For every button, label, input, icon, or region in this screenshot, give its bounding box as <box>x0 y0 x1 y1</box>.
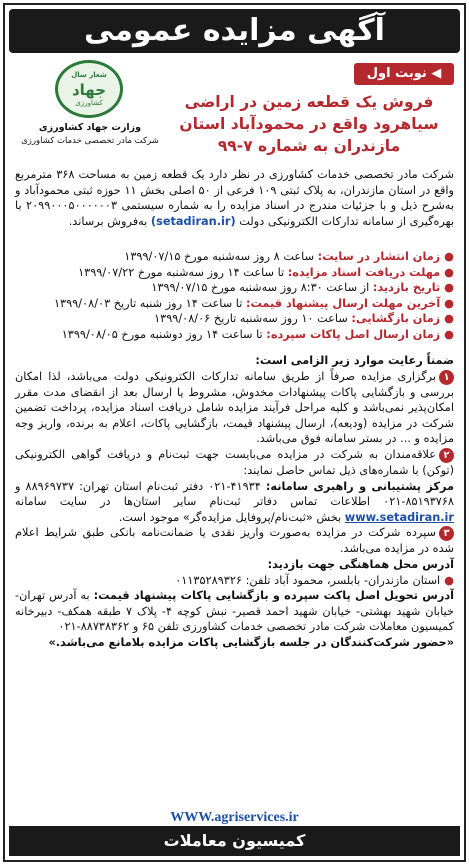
jihad-logo-icon <box>55 60 123 118</box>
schedule-item: ● زمان انتشار در سایت: ساعت ۸ روز سه‌شنبه مورخ ۱۳۹۹/۰۷/۱۵ <box>124 250 454 263</box>
agriservices-link[interactable]: WWW.agriservices.ir <box>170 810 299 825</box>
auction-notice <box>3 3 466 862</box>
intro-paragraph <box>15 167 454 229</box>
logo-name: جهاد <box>71 81 107 99</box>
footer-website <box>5 806 464 826</box>
logo-sub-text: کشاورزی <box>75 99 103 107</box>
closing-note: «حضور شرکت‌کنندگان در جلسه بازگشایی پاکات مزایده بلامانع می‌باشد.» <box>48 635 454 649</box>
schedule-item: ● آخرین مهلت ارسال پیشنهاد قیمت: تا ساعت ۱۴ روز شنبه تاریخ ۱۳۹۹/۰۸/۰۳ <box>53 296 454 310</box>
note-1: ۱برگزاری مزایده صرفاً از طریق سامانه تدارکات الکترونیکی دولت می‌باشد، لذا امکان بررسی و بازگشایی پاکات پیشنهادات مخدوش، مشروط یا ارسال بعد از انقضای مدت مقرر امکان‌پذیر نمی‌باشد و کلیه مراحل فرآیند مزایده شامل دریافت اسناد مزایده، پرداخت تضمین شرکت در مزایده (ودیعه)، ارسال پیشنهاد قیمت، بازگشایی پاکات، اعلام به برنده، واریز وجه مزایده و ... در بستر سامانه فوق می‌باشد. <box>15 369 454 446</box>
schedule-item: ● زمان ارسال اصل پاکات سپرده: تا ساعت ۱۴ روز دوشنبه مورخ ۱۳۹۹/۰۸/۰۵ <box>61 327 454 341</box>
notes-section <box>15 353 454 651</box>
note-2: ۲علاقه‌مندان به شرکت در مزایده می‌بایست جهت ثبت‌نام و دریافت گواهی الکترونیکی (توکن) با شماره‌های ذیل تماس حاصل نمایند: <box>15 447 454 477</box>
schedule-item: ● تاریخ بازدید: از ساعت ۸:۳۰ روز سه‌شنبه مورخ ۱۳۹۹/۰۷/۱۵ <box>151 281 454 295</box>
headline: فروش یک قطعه زمین در اراضی سیاهرود واقع در محمودآباد استان مازندران به شماره ۷-۹۹ <box>179 93 439 155</box>
ministry-name: وزارت جهاد کشاورزی <box>38 122 142 133</box>
ministry-logo-block <box>15 60 165 150</box>
intro-tail: به‌فروش برساند. <box>68 214 151 228</box>
visit-address: ● استان مازندران- بابلسر، محمود آباد تلفن: ۰۱۱۳۵۲۸۹۳۲۶ <box>175 573 454 587</box>
logo-top-text: شعار سال <box>71 71 107 79</box>
support-info: مرکز پشتیبانی و راهبری سامانه: ۴۱۹۳۴-۰۲۱ دفتر ثبت‌نام استان تهران: ۸۸۹۶۹۷۳۷ و ۸۵۱۹۳۷۶۸-۰۲۱ اطلاعات تماس دفاتر ثبت‌نام سایر استان‌ها در سایت سامانه www.setadiran.ir بخش «ثبت‌نام/پروفایل مزایده‌گر» موجود است. <box>15 479 454 524</box>
company-name: شرکت مادر تخصصی خدمات کشاورزی <box>21 136 159 146</box>
signature-bar: کمیسیون معاملات <box>9 826 460 856</box>
visit-title: آدرس محل هماهنگی جهت بازدید: <box>267 557 454 571</box>
schedule-item: ● مهلت دریافت اسناد مزایده: تا ساعت ۱۴ روز سه‌شنبه مورخ ۱۳۹۹/۰۷/۲۲ <box>78 265 454 279</box>
turn-label: نوبت اول <box>366 66 427 81</box>
notes-title: ضمناً رعایت موارد زیر الزامی است: <box>255 354 454 367</box>
schedule-item: ● زمان بازگشایی: ساعت ۱۰ روز سه‌شنبه تاریخ ۱۳۹۹/۰۸/۰۶ <box>154 312 454 326</box>
intro-url: (setadiran.ir) <box>150 214 236 228</box>
intro-text: شرکت مادر تخصصی خدمات کشاورزی در نظر دارد یک قطعه زمین به مساحت ۳۶۸ مترمربع واقع در استان مازندران، به پلاک ثبتی ۱۰۹ فرعی از ۵۰ اصلی بخش ۱۱ حوزه ثبتی محمودآباد و به‌شرح ذیل و با جزئیات مندرج در اسناد مزایده را به شماره سیستمی ۲۰۹۹۰۰۰۵۰۰۰۰۰۰۳ با بهره‌گیری از سامانه تدارکات الکترونیکی دولت <box>15 168 455 228</box>
setadiran-link[interactable]: www.setadiran.ir <box>344 510 454 524</box>
delivery-address: آدرس تحویل اصل پاکت سپرده و بازگشایی پاکات پیشنهاد قیمت: به آدرس تهران- خیابان شهید بهشتی- خیابان شهید احمد قصیر- نبش کوچه ۴- پلاک ۷ طبقه همکف- دبیرخانه کمیسیون معاملات شرکت مادر تخصصی خدمات کشاورزی تلفن ۶۵ و ۸۸۷۳۸۳۶۲-۰۲۱ <box>15 589 454 634</box>
turn-badge: ◀ نوبت اول <box>354 63 454 85</box>
note-3: ۳سپرده شرکت در مزایده به‌صورت واریز نقدی یا ضمانت‌نامه بانکی طبق شرایط اعلام شده در مزایده می‌باشد. <box>15 526 454 556</box>
schedule-list <box>15 249 454 343</box>
page-title: آگهی مزایده عمومی <box>9 9 460 53</box>
